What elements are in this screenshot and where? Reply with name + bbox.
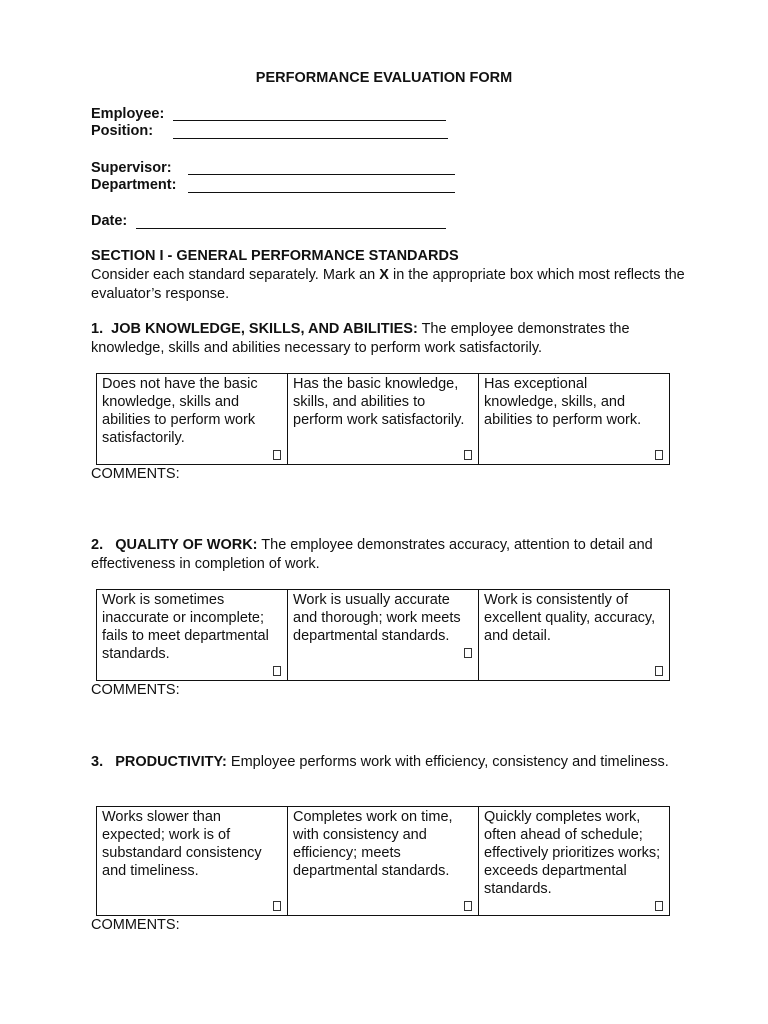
criterion-description: The employee demonstrates accuracy, attention to detail and effectiveness in completion of work. — [91, 537, 653, 572]
rating-table — [96, 373, 670, 465]
instructions-text: Consider each standard separately. Mark an — [91, 267, 380, 283]
criterion-heading — [91, 320, 691, 358]
checkbox[interactable] — [464, 901, 472, 911]
criterion-number: 1. — [91, 321, 104, 337]
rating-option-text: Has the basic knowledge, skills, and abilities to perform work satisfactorily. — [293, 376, 465, 428]
rating-option-text: Quickly completes work, often ahead of schedule; effectively prioritizes works; exceeds departmental standards. — [484, 809, 661, 897]
department-field[interactable] — [188, 192, 455, 193]
position-label: Position: — [91, 123, 154, 139]
rating-option — [97, 590, 288, 680]
rating-table — [96, 806, 670, 916]
department-label: Department: — [91, 177, 177, 193]
criterion-number: 3. — [91, 754, 104, 770]
instructions-text-end: in the appropriate box which most reflects the evaluator’s response. — [91, 267, 685, 302]
rating-option-text: Work is sometimes inaccurate or incomplete; fails to meet departmental standards. — [102, 592, 269, 662]
instructions-mark: X — [379, 267, 389, 283]
rating-option-text: Work is usually accurate and thorough; work meets departmental standards. — [293, 592, 461, 644]
rating-option-text: Has exceptional knowledge, skills, and abilities to perform work. — [484, 376, 642, 428]
checkbox[interactable] — [655, 450, 663, 460]
supervisor-label: Supervisor: — [91, 160, 172, 176]
date-field[interactable] — [136, 228, 446, 229]
rating-table — [96, 589, 670, 681]
rating-option-text: Does not have the basic knowledge, skills and abilities to perform work satisfactorily. — [102, 376, 258, 446]
rating-option — [288, 807, 479, 915]
criterion-title: PRODUCTIVITY: — [115, 754, 227, 770]
section-instructions — [91, 266, 691, 304]
checkbox[interactable] — [273, 666, 281, 676]
checkbox[interactable] — [273, 901, 281, 911]
rating-option-text: Work is consistently of excellent quality, accuracy, and detail. — [484, 592, 656, 644]
supervisor-field[interactable] — [188, 174, 455, 175]
criterion-heading — [91, 536, 691, 574]
rating-option — [288, 374, 479, 464]
position-field[interactable] — [173, 138, 448, 139]
form-title: PERFORMANCE EVALUATION FORM — [255, 70, 513, 86]
rating-option — [479, 807, 669, 915]
comments-label: COMMENTS: — [91, 682, 180, 698]
rating-option — [479, 590, 669, 680]
rating-option — [288, 590, 479, 680]
criterion-heading — [91, 753, 691, 772]
checkbox[interactable] — [464, 648, 472, 658]
rating-option — [97, 374, 288, 464]
rating-option — [97, 807, 288, 915]
section-title: SECTION I - GENERAL PERFORMANCE STANDARDS — [91, 248, 459, 264]
checkbox[interactable] — [273, 450, 281, 460]
employee-label: Employee: — [91, 106, 165, 122]
rating-option-text: Completes work on time, with consistency and efficiency; meets departmental standards. — [293, 809, 453, 879]
checkbox[interactable] — [655, 666, 663, 676]
comments-label: COMMENTS: — [91, 917, 180, 933]
checkbox[interactable] — [464, 450, 472, 460]
employee-field[interactable] — [173, 120, 446, 121]
checkbox[interactable] — [655, 901, 663, 911]
rating-option-text: Works slower than expected; work is of substandard consistency and timeliness. — [102, 809, 262, 879]
criterion-description: The employee demonstrates the knowledge, skills and abilities necessary to perform work satisfactorily. — [91, 321, 630, 356]
comments-label: COMMENTS: — [91, 466, 180, 482]
criterion-title: QUALITY OF WORK: — [115, 537, 258, 553]
rating-option — [479, 374, 669, 464]
criterion-description: Employee performs work with efficiency, consistency and timeliness. — [226, 754, 669, 770]
criterion-number: 2. — [91, 537, 104, 553]
criterion-title: JOB KNOWLEDGE, SKILLS, AND ABILITIES: — [111, 321, 418, 337]
date-label: Date: — [91, 213, 128, 229]
